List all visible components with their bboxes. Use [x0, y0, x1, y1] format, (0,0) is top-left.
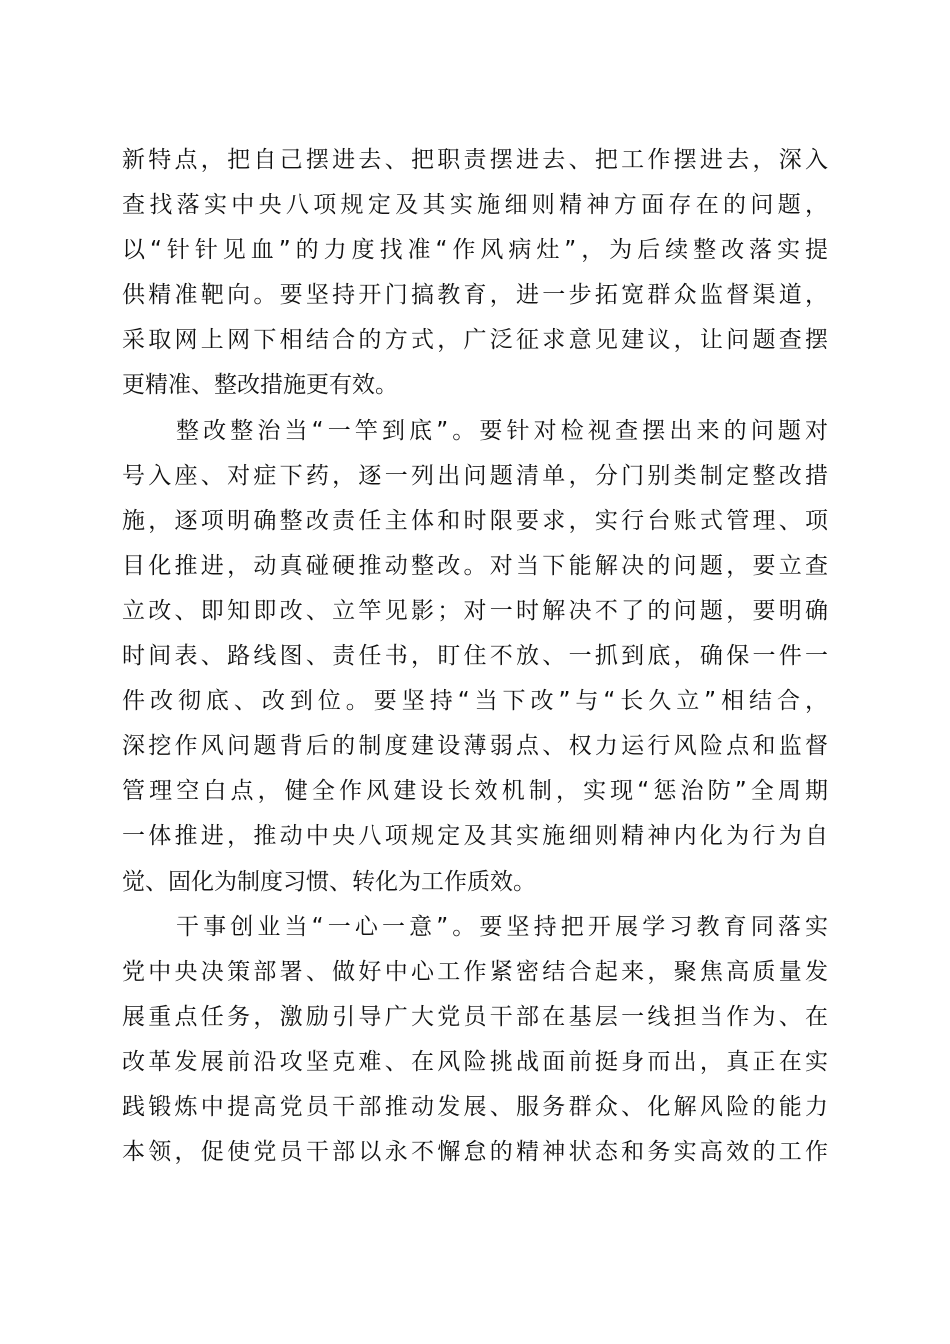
text-line: 号入座、对症下药，逐一列出问题清单，分门别类制定整改措 [122, 462, 828, 489]
text-line: 党中央决策部署、做好中心工作紧密结合起来，聚焦高质量发 [122, 958, 828, 985]
text-line: 干事创业当“一心一意”。要坚持把开展学习教育同落实 [176, 913, 828, 940]
text-line: 本领，促使党员干部以永不懈怠的精神状态和务实高效的工作 [122, 1139, 828, 1166]
text-line: 目化推进，动真碰硬推动整改。对当下能解决的问题，要立查 [122, 552, 828, 579]
paragraph-2 [122, 409, 828, 905]
text-line: 查找落实中央八项规定及其实施细则精神方面存在的问题， [122, 192, 828, 219]
text-line: 立改、即知即改、立竿见影；对一时解决不了的问题，要明确 [122, 597, 828, 624]
text-line: 觉、固化为制度习惯、转化为工作质效。 [122, 868, 536, 895]
text-line: 践锻炼中提高党员干部推动发展、服务群众、化解风险的能力 [122, 1093, 828, 1120]
document-page [122, 138, 828, 1175]
text-line: 展重点任务，激励引导广大党员干部在基层一线担当作为、在 [122, 1003, 828, 1030]
text-line: 一体推进，推动中央八项规定及其实施细则精神内化为行为自 [122, 823, 828, 850]
text-line: 管理空白点，健全作风建设长效机制，实现“惩治防”全周期 [122, 778, 828, 805]
text-line: 整改整治当“一竿到底”。要针对检视查摆出来的问题对 [176, 417, 828, 444]
text-line: 新特点，把自己摆进去、把职责摆进去、把工作摆进去，深入 [122, 147, 828, 173]
text-line: 深挖作风问题背后的制度建设薄弱点、权力运行风险点和监督 [122, 733, 828, 760]
text-line: 件改彻底、改到位。要坚持“当下改”与“长久立”相结合， [122, 688, 828, 715]
paragraph-1 [122, 138, 828, 409]
paragraph-3 [122, 905, 828, 1176]
text-line: 供精准靶向。要坚持开门搞教育，进一步拓宽群众监督渠道， [122, 282, 828, 309]
text-line: 改革发展前沿攻坚克难、在风险挑战面前挺身而出，真正在实 [122, 1048, 828, 1075]
text-line: 时间表、路线图、责任书，盯住不放、一抓到底，确保一件一 [122, 643, 828, 670]
text-line: 采取网上网下相结合的方式，广泛征求意见建议，让问题查摆 [122, 327, 828, 354]
text-line: 更精准、整改措施更有效。 [122, 372, 398, 399]
text-line: 施，逐项明确整改责任主体和时限要求，实行台账式管理、项 [122, 507, 828, 534]
text-line: 以“针针见血”的力度找准“作风病灶”，为后续整改落实提 [122, 237, 828, 264]
